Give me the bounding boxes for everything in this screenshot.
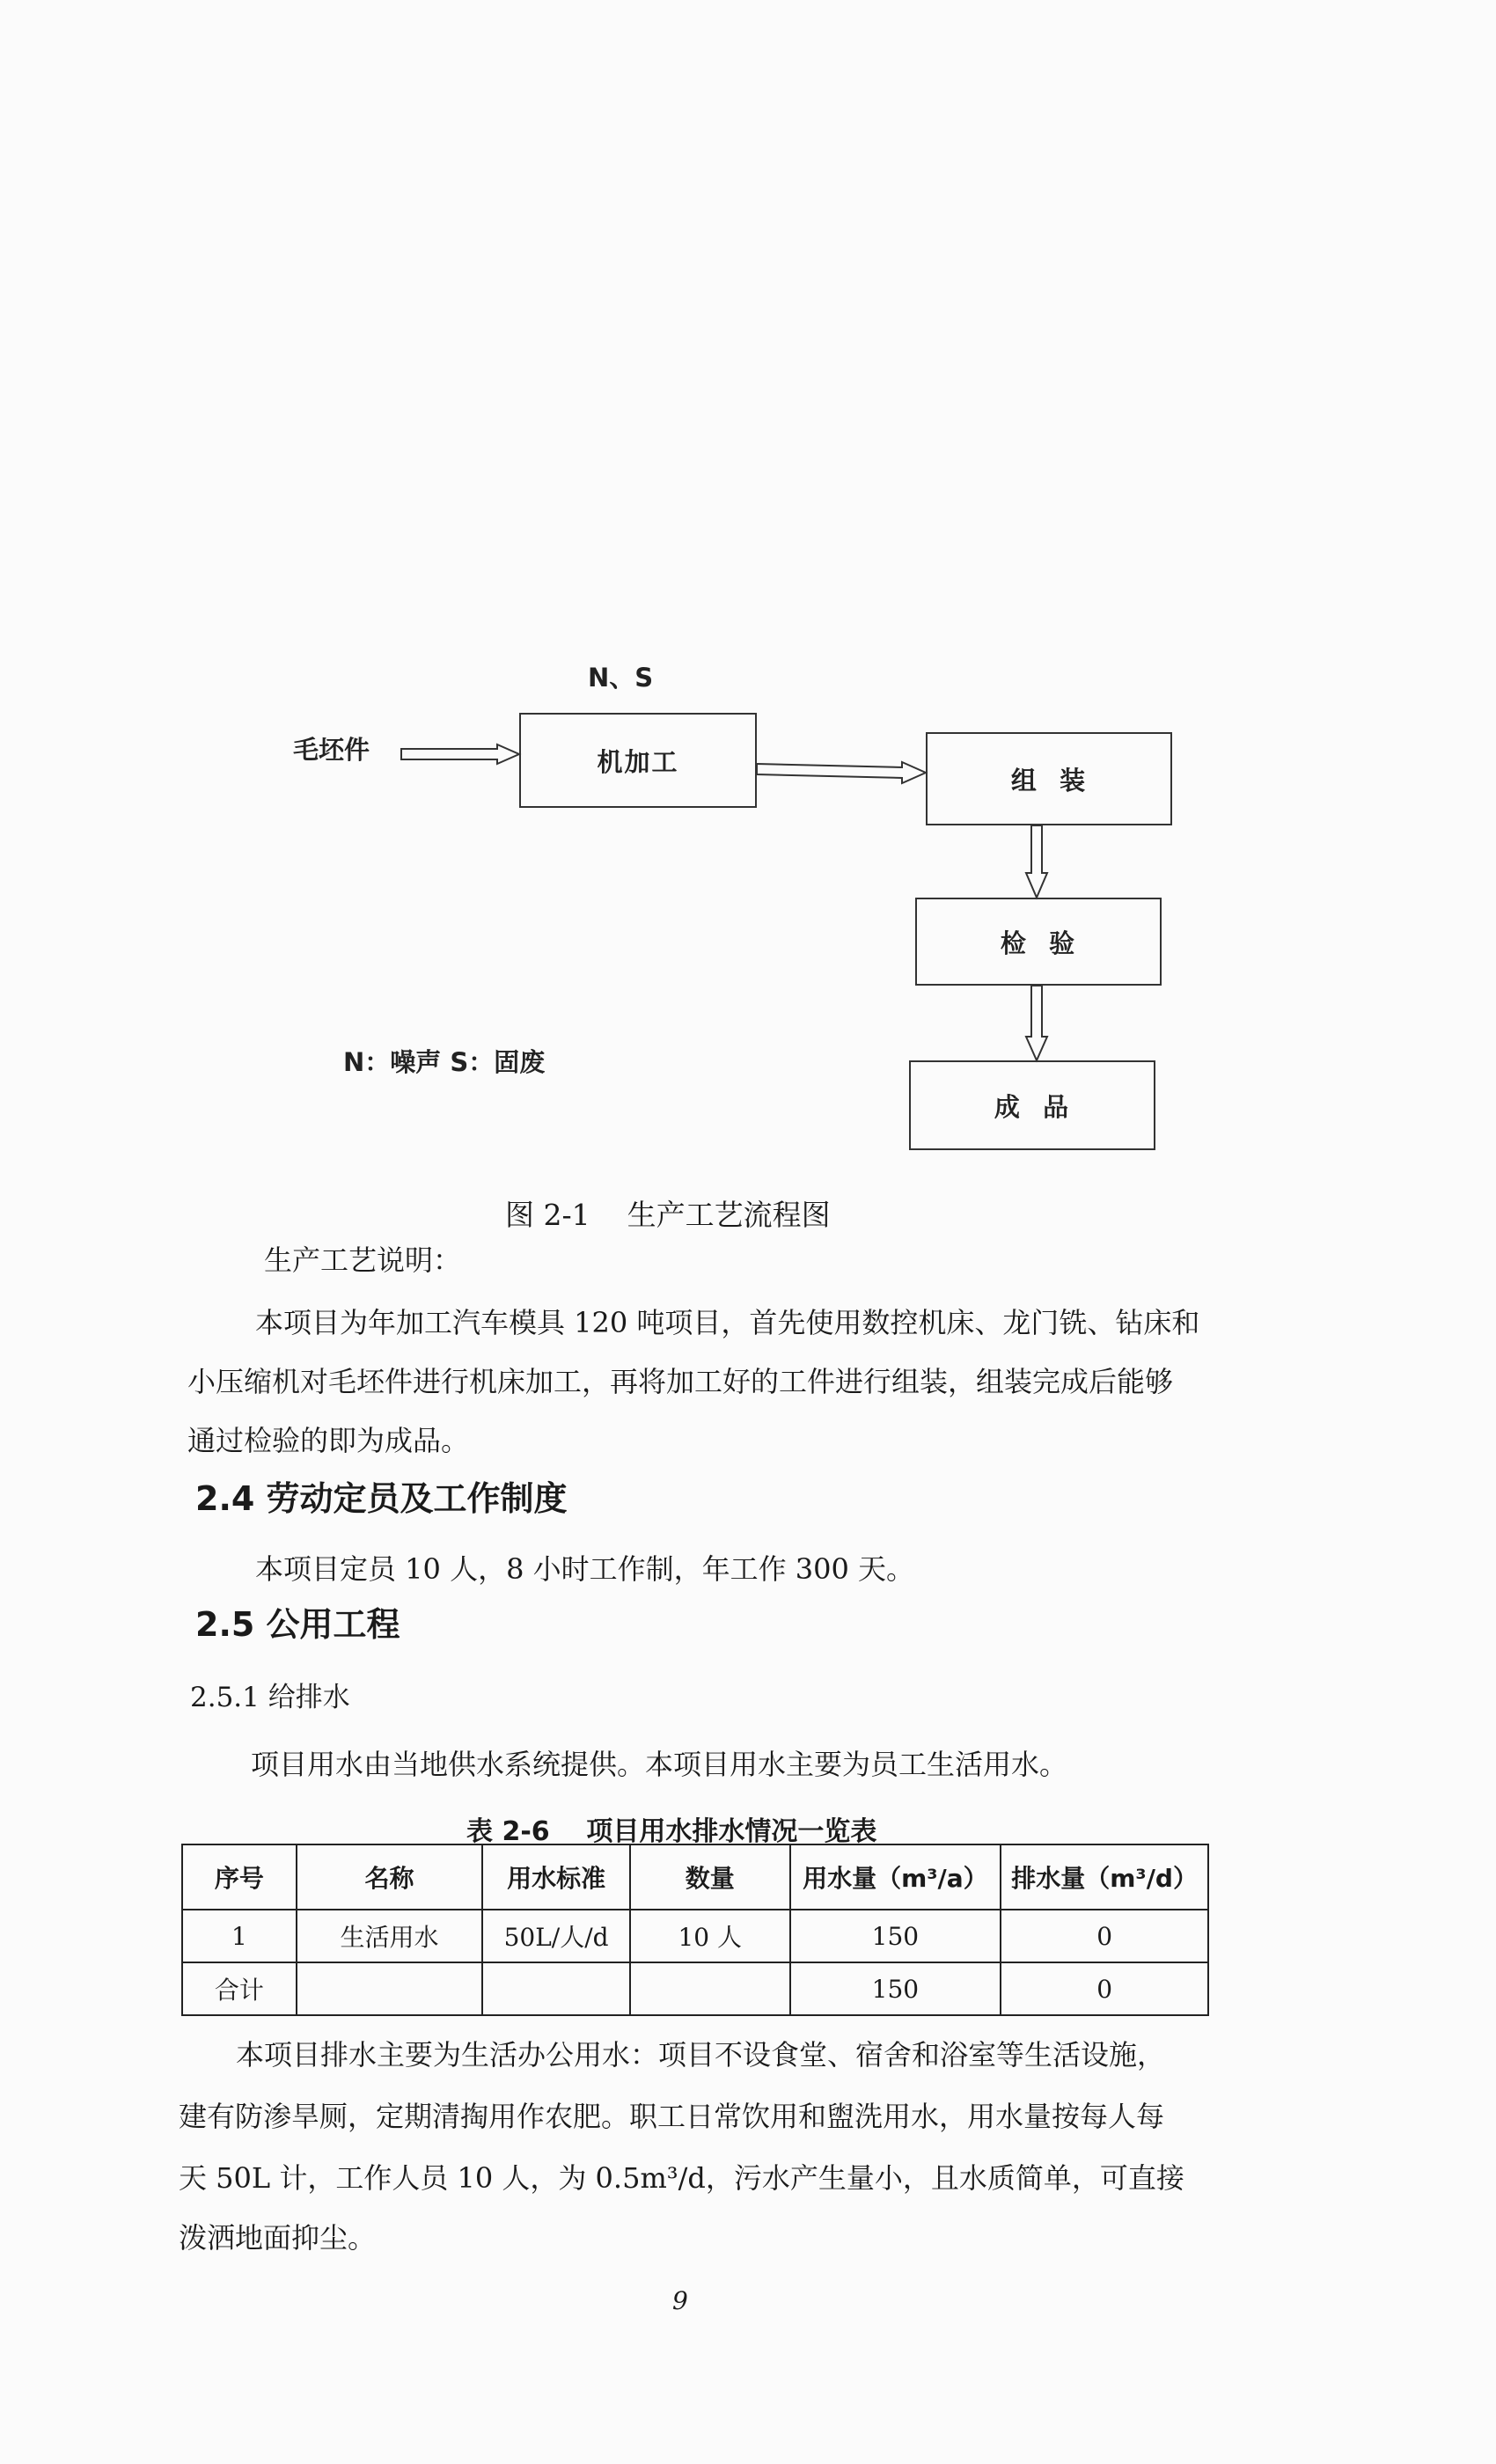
table-cell: 0: [1001, 1962, 1208, 2015]
table-header-row: [182, 1844, 1208, 1910]
arrow-inspection-to-product: [1026, 986, 1047, 1060]
section-2-5-heading: 2.5 公用工程: [195, 1605, 400, 1644]
arrow-machining-to-assembly: [757, 762, 926, 783]
flowchart-step-machining-label: 机加工: [597, 746, 679, 777]
process-description-line-1: 本项目为年加工汽车模具 120 吨项目，首先使用数控机床、龙门铣、钻床和: [255, 1306, 1200, 1339]
table-cell: 生活用水: [297, 1910, 483, 1962]
section-2-4-text: 本项目定员 10 人，8 小时工作制，年工作 300 天。: [255, 1552, 915, 1586]
table-cell: 合计: [182, 1962, 297, 2015]
table-cell: [630, 1962, 790, 2015]
flowchart-pollutant-label: N、S: [588, 663, 654, 693]
process-description-line-3: 通过检验的即为成品。: [187, 1424, 470, 1457]
drainage-line-3: 天 50L 计，工作人员 10 人，为 0.5m³/d，污水产生量小，且水质简单，可直接: [179, 2161, 1184, 2195]
process-description-line-2: 小压缩机对毛坯件进行机床加工，再将加工好的工件进行组装，组装完成后能够: [187, 1365, 1174, 1398]
table-cell: 150: [790, 1910, 1001, 1962]
table-row-total: [182, 1962, 1208, 2015]
page-number: 9: [672, 2286, 688, 2315]
flowchart-step-inspection-label: 检 验: [1000, 928, 1077, 958]
table-cell: [297, 1962, 483, 2015]
section-2-5-text: 项目用水由当地供水系统提供。本项目用水主要为员工生活用水。: [251, 1748, 1068, 1781]
drainage-line-1: 本项目排水主要为生活办公用水：项目不设食堂、宿舍和浴室等生活设施，: [236, 2038, 1166, 2072]
drainage-line-4: 泼洒地面抑尘。: [179, 2221, 377, 2255]
drainage-line-2: 建有防渗旱厕，定期清掏用作农肥。职工日常饮用和盥洗用水，用水量按每人每: [179, 2100, 1165, 2133]
water-usage-table: [181, 1844, 1209, 2016]
table-header-cell: 序号: [182, 1844, 297, 1910]
arrow-assembly-to-inspection: [1026, 825, 1047, 898]
flowchart-step-assembly-label: 组 装: [1010, 765, 1088, 796]
table-header-cell: 排水量（m³/d）: [1001, 1844, 1208, 1910]
section-2-5-1-heading: 2.5.1 给排水: [190, 1682, 350, 1713]
flowchart-input-label: 毛坯件: [293, 735, 370, 765]
table-header-cell: 用水标准: [482, 1844, 630, 1910]
table-cell: 0: [1001, 1910, 1208, 1962]
arrow-input-to-machining: [401, 744, 519, 764]
section-2-4-heading: 2.4 劳动定员及工作制度: [195, 1479, 568, 1518]
table-header-cell: 名称: [297, 1844, 483, 1910]
figure-caption: 图 2-1 生产工艺流程图: [505, 1198, 831, 1232]
table-cell: [482, 1962, 630, 2015]
table-cell: 1: [182, 1910, 297, 1962]
flowchart-step-product-label: 成 品: [994, 1091, 1071, 1122]
table-cell: 50L/人/d: [482, 1910, 630, 1962]
flowchart-legend: N：噪声 S：固废: [343, 1047, 546, 1077]
table-cell: 150: [790, 1962, 1001, 2015]
table-header-cell: 数量: [630, 1844, 790, 1910]
table-cell: 10 人: [630, 1910, 790, 1962]
table-header-cell: 用水量（m³/a）: [790, 1844, 1001, 1910]
table-row: [182, 1910, 1208, 1962]
process-description-title: 生产工艺说明：: [264, 1243, 462, 1277]
table-2-6-title: 表 2-6 项目用水排水情况一览表: [466, 1816, 877, 1847]
